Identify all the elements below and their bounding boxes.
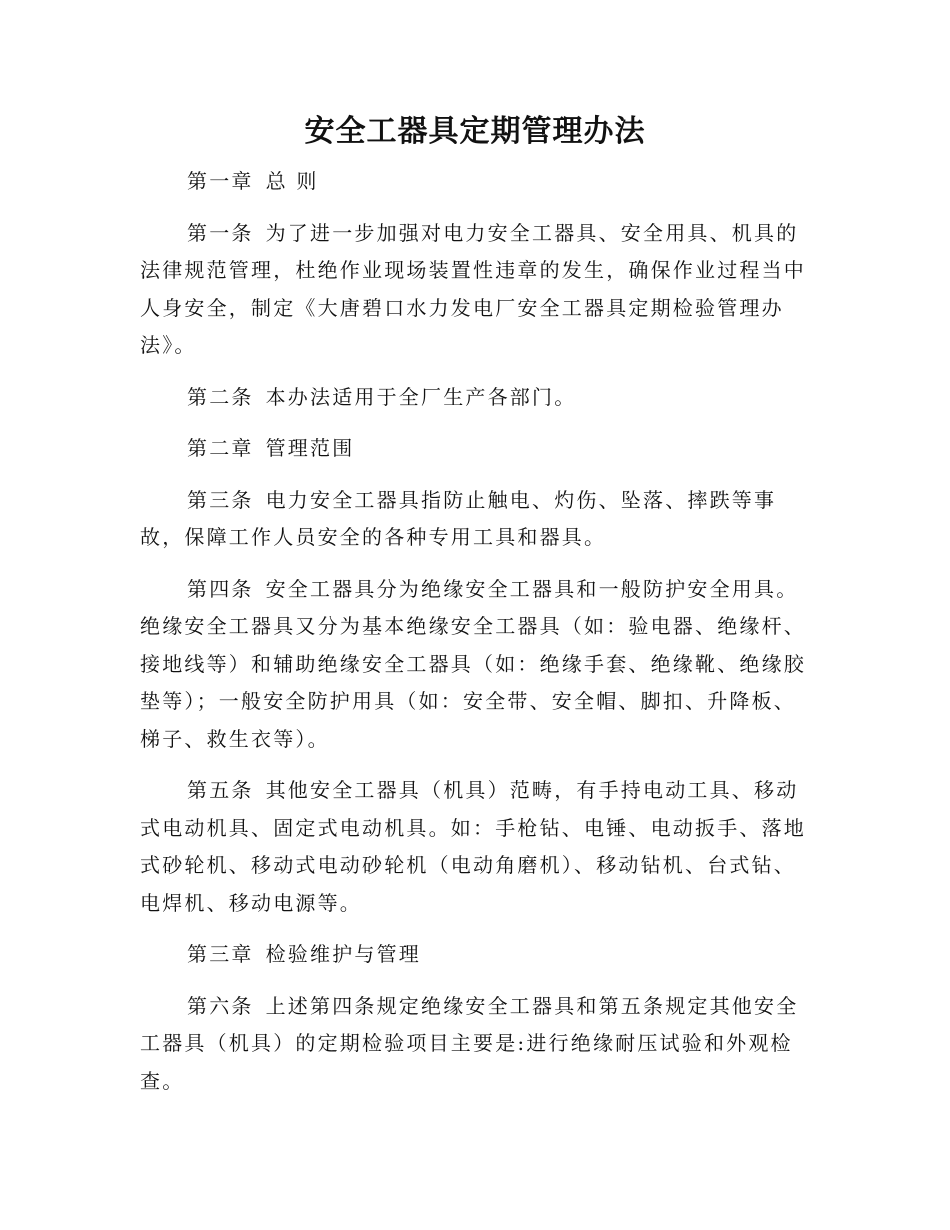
- article-paragraph: [140, 482, 808, 557]
- chapter-title: 检验维护与管理: [265, 942, 422, 966]
- article-label: 第一条: [187, 220, 254, 245]
- article-label: 第五条: [187, 778, 254, 802]
- chapter-label: 第三章: [187, 942, 254, 966]
- chapter-title: 管理范围: [265, 436, 355, 460]
- article-text: 其他安全工器具（机具）范畴，有手持电动工具、移动式电动机具、固定式电动机具。如：手枪钻、电锤、电动扳手、落地式砂轮机、移动式电动砂轮机（电动角磨机）、移动钻机、台式钻、电焊机、移动电源等。: [140, 778, 806, 915]
- article-paragraph: [140, 571, 808, 759]
- article-text: 电力安全工器具指防止触电、灼伤、坠落、摔跌等事故，保障工作人员安全的各种专用工具和器具。: [140, 487, 777, 549]
- chapter-heading: [140, 430, 808, 468]
- chapter-label: 第二章: [187, 436, 254, 460]
- article-label: 第六条: [187, 993, 254, 1018]
- article-paragraph: [140, 988, 808, 1101]
- article-label: 第二条: [187, 384, 254, 409]
- document-title: 安全工器具定期管理办法: [304, 114, 646, 149]
- article-paragraph: [140, 215, 808, 365]
- article-label: 第三条: [187, 487, 254, 512]
- chapter-heading: [140, 936, 808, 974]
- article-paragraph: [140, 772, 808, 922]
- article-text: 安全工器具分为绝缘安全工器具和一般防护安全用具。绝缘安全工器具又分为基本绝缘安全工器具（如：验电器、绝缘杆、接地线等）和辅助绝缘安全工器具（如：绝缘手套、绝缘靴、绝缘胶垫等）；一般安全防护用具（如：安全带、安全帽、脚扣、升降板、梯子、救生衣等）。: [140, 576, 806, 751]
- article-text: 上述第四条规定绝缘安全工器具和第五条规定其他安全工器具（机具）的定期检验项目主要是:进行绝缘耐压试验和外观检查。: [140, 993, 799, 1093]
- article-label: 第四条: [187, 576, 254, 601]
- article-text: 为了进一步加强对电力安全工器具、安全用具、机具的法律规范管理，杜绝作业现场装置性违章的发生，确保作业过程当中人身安全，制定《大唐碧口水力发电厂安全工器具定期检验管理办法》。: [140, 220, 806, 357]
- chapter-title: 总 则: [265, 169, 319, 193]
- document-body: [140, 163, 808, 1100]
- chapter-label: 第一章: [187, 169, 254, 193]
- chapter-heading: [140, 163, 808, 201]
- article-paragraph: [140, 379, 808, 417]
- article-text: 本办法适用于全厂生产各部门。: [265, 384, 577, 409]
